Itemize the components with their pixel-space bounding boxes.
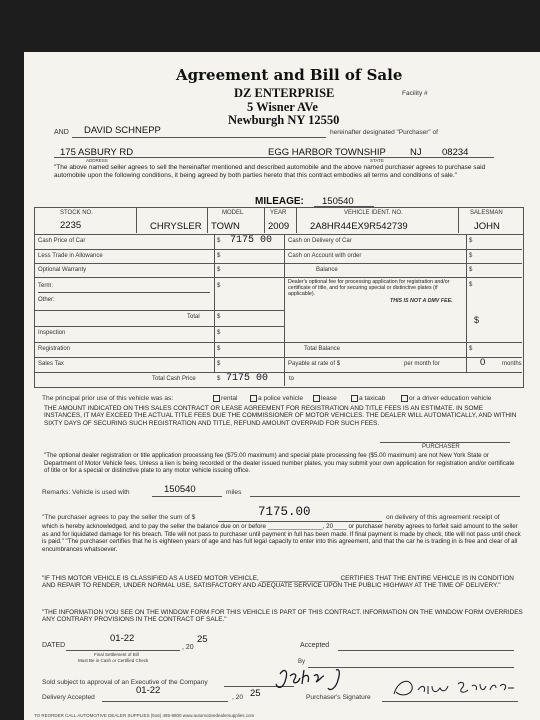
dated-year: 25 <box>197 634 208 645</box>
not-dmv-fee-label: THIS IS NOT A DMV FEE. <box>390 298 453 304</box>
prior-use-option-lease: lease <box>321 395 337 402</box>
months-label: months <box>502 361 522 367</box>
used-vehicle-notice: "IF THIS MOTOR VEHICLE IS CLASSIFIED AS A USED MOTOR VEHICLE, ______________________ CERTIFIES THAT THE ENTIRE VEHICLE IS IN CONDITION AND REPAIR TO RENDER, UNDER NORMAL USE, SATISFACTORY AND ADEQUATE SERVICE UPON THE PUBLIC HIGHWAY AT THE TIME OF DELIVERY." <box>42 575 514 590</box>
registration-fee-notice: THE AMOUNT INDICATED ON THIS SALES CONTRACT OR LEASE AGREEMENT FOR REGISTRATION AND TITLE FEES IS AN ESTIMATE. IN SOME INSTANCES, IT MAY EXCEED THE ACTUAL TITLE FEES DUE THE COMMISSIONER OF MOTOR VEHICLES. THE DEALER WILL AUTOMATICALLY, AND WITHIN SIXTY DAYS OF SECURING SUCH REGISTRATION AND TITLE, REFUND AMOUNT OVERPAID FOR SUCH FEES. <box>44 405 517 427</box>
dollar-sign: $ <box>217 314 221 320</box>
purchaser-street: 175 ASBURY RD <box>60 147 134 158</box>
dealer-fee-text: Dealer's optional fee for processing application for registration and/or certificate of title, and for securing special or distinctive plates (if applicable). <box>288 279 450 298</box>
total-label: Total <box>187 314 200 320</box>
cash-on-delivery-label: Cash on Delivery of Car <box>288 238 352 244</box>
dollar-sign: $ <box>217 267 221 273</box>
intro-paragraph: "The above named seller agrees to sell the hereinafter mentioned and described automobile and the above named purchaser agrees to purchase said automobile upon the following conditions, it being agreed by both parties hereto that this contract embodies all terms and conditions of sale." <box>54 164 486 179</box>
executive-approval-label: Sold subject to approval of an Executive of the Company <box>42 679 208 686</box>
accepted-label: Accepted <box>300 642 330 649</box>
vehicle-model: TOWN <box>211 221 240 232</box>
salesman-name: JOHN <box>474 221 500 232</box>
purchaser-name: DAVID SCHNEPP <box>84 125 161 136</box>
delivery-accepted-label: Delivery Accepted <box>42 694 95 701</box>
dollar-sign: $ <box>217 346 221 352</box>
purchaser-signature <box>388 674 520 702</box>
purchaser-signature-label: Purchaser's Signature <box>306 694 371 701</box>
dealer-street: 5 Wisner AVe <box>247 100 318 114</box>
salesman-label: SALESMAN <box>470 210 503 216</box>
remarks-miles-value: 150540 <box>164 484 196 495</box>
dealer-name: DZ ENTERPRISE <box>234 86 335 100</box>
payment-lead: "The purchaser agrees to pay the seller the sum of $ <box>42 514 196 521</box>
dated-value: 01-22 <box>110 633 135 644</box>
other-label: Other: <box>38 297 55 303</box>
total-balance-label: Total Balance <box>304 346 341 352</box>
to-label: to <box>289 376 295 382</box>
cash-price-label: Cash Price of Car <box>38 238 86 244</box>
registration-label: Registration <box>38 346 71 352</box>
prior-use-label: The principal prior use of this vehicle was as: <box>42 395 174 402</box>
optional-fee-notice: "The optional dealer registration or title application processing fee ($75.00 maximum) and special plate processing fee ($5.00 maximum) are not New York State or Department of Motor Vehicle fees. Unless a lien is being recorded or the dealer issued number plates, you may submit your own application for registration and/or certificate of title or for a special or distinctive plate to any motor vehicle issuing office. <box>44 452 515 475</box>
document-title: Agreement and Bill of Sale <box>176 66 403 84</box>
optional-warranty-label: Optional Warranty <box>38 267 87 273</box>
window-form-notice: "THE INFORMATION YOU SEE ON THE WINDOW FORM FOR THIS VEHICLE IS PART OF THIS CONTRACT. INFORMATION ON THE WINDOW FORM OVERRIDES ANY CONTRARY PROVISIONS IN THE CONTRACT OF SALE." <box>42 609 523 624</box>
by-label: By <box>298 659 306 665</box>
dollar-sign: $ <box>217 361 221 367</box>
payment-terms: which is hereby acknowledged, and to pay the seller the balance due on or before ________________, 20____ or purchaser hereby agrees to forfeit said amount to the seller as and for liquidated damage for his breach. Title will not pass to purchaser until payment in full has been made. If final payment is made by check, title will not pass until check is paid." "The purchaser certifies that he is eighteen years of age and has full legal capacity to enter into this agreement, and that the car he is trading in is free and clear of all encumbrances whatsoever. <box>42 523 521 553</box>
mileage-value: 150540 <box>322 196 354 207</box>
delivery-date-value: 01-22 <box>136 685 161 696</box>
delivery-year: 25 <box>250 688 261 699</box>
prior-use-checkbox-police[interactable] <box>250 395 257 402</box>
vehicle-vin: 2A8HR44EX9R542739 <box>310 221 408 232</box>
dollar-sign: $ <box>217 376 221 382</box>
vin-label: VEHICLE IDENT. NO. <box>344 210 403 216</box>
dollar-sign: $ <box>217 283 221 289</box>
stock-label: STOCK NO. <box>60 210 93 216</box>
prior-use-checkbox-taxicab[interactable] <box>351 395 358 402</box>
settlement-note-1: Final Settlement of Bill <box>94 652 139 657</box>
prior-use-checkbox-rental[interactable] <box>213 395 220 402</box>
per-month-label: per month for <box>404 361 440 367</box>
prior-use-checkbox-lease[interactable] <box>313 395 320 402</box>
vehicle-year: 2009 <box>268 221 290 232</box>
prior-use-option-police: a police vehicle <box>258 395 304 402</box>
inspection-label: Inspection <box>38 330 66 336</box>
dollar-sign: $ <box>469 346 473 352</box>
term-label: Term: <box>38 283 53 289</box>
miles-label: miles <box>226 489 242 496</box>
state-label: STATE <box>370 158 384 163</box>
settlement-note-2: Must Be in Cash or Certified Check <box>78 658 149 663</box>
less-trade-label: Less Trade in Allowance <box>38 253 103 259</box>
footer-reorder: TO REORDER CALL AUTOMOTIVE DEALER SUPPLIES (516) 485-9800 www.automotivedealersupplies.com <box>34 713 255 718</box>
dollar-sign: $ <box>217 238 221 244</box>
dollar-sign: $ <box>469 253 473 259</box>
payment-amount: 7175.00 <box>258 505 311 519</box>
remarks-label: Remarks: Vehicle is used with <box>42 489 130 496</box>
year-label: YEAR <box>270 210 287 216</box>
prior-use-option-driver-ed: or a driver education vehicle <box>409 395 492 402</box>
months-value: 0 <box>480 357 486 368</box>
total-cash-price-label: Total Cash Price <box>152 376 196 382</box>
dollar-sign: $ <box>469 267 473 273</box>
cash-on-account-label: Cash on Account with order <box>288 253 362 259</box>
balance-label: Balance <box>316 267 338 273</box>
dollar-sign: $ <box>469 282 473 288</box>
prior-use-checkbox-driver-ed[interactable] <box>401 395 408 402</box>
delivery-year-prefix: , 20 <box>232 694 243 701</box>
dollar-sign: $ <box>217 253 221 259</box>
total-cash-price-value: 7175 00 <box>226 373 269 384</box>
purchaser-label: PURCHASER <box>422 444 460 450</box>
prior-use-option-taxicab: a taxicab <box>359 395 386 402</box>
purchaser-zip: 08234 <box>442 147 469 158</box>
purchaser-city: EGG HARBOR TOWNSHIP <box>268 147 386 158</box>
prior-use-option-rental: rental <box>221 395 238 402</box>
pricing-table <box>34 234 524 388</box>
purchaser-state: NJ <box>410 147 422 158</box>
payable-label: Payable at rate of $ <box>288 361 341 367</box>
vehicle-make: CHRYSLER <box>150 221 202 232</box>
sales-tax-label: Sales Tax <box>38 361 64 367</box>
address-label: ADDRESS <box>86 158 108 163</box>
stock-number: 2235 <box>60 220 82 231</box>
and-label: AND <box>54 129 69 136</box>
dated-label: DATED <box>42 642 66 649</box>
purchaser-designated-label: hereinafter designated "Purchaser" of <box>330 129 438 136</box>
payment-tail: on delivery of this agreement receipt of <box>386 514 500 521</box>
cash-price-value: 7175 00 <box>230 235 273 246</box>
dated-year-prefix: , 20 <box>182 644 194 651</box>
facility-label: Facility # <box>402 90 428 97</box>
model-label: MODEL <box>222 210 244 216</box>
mileage-label: MILEAGE: <box>255 196 304 207</box>
dollar-sign: $ <box>474 315 480 325</box>
dealer-city: Newburgh NY 12550 <box>228 113 340 127</box>
seller-signature <box>270 662 360 696</box>
dollar-sign: $ <box>217 330 221 336</box>
dollar-sign: $ <box>469 238 473 244</box>
